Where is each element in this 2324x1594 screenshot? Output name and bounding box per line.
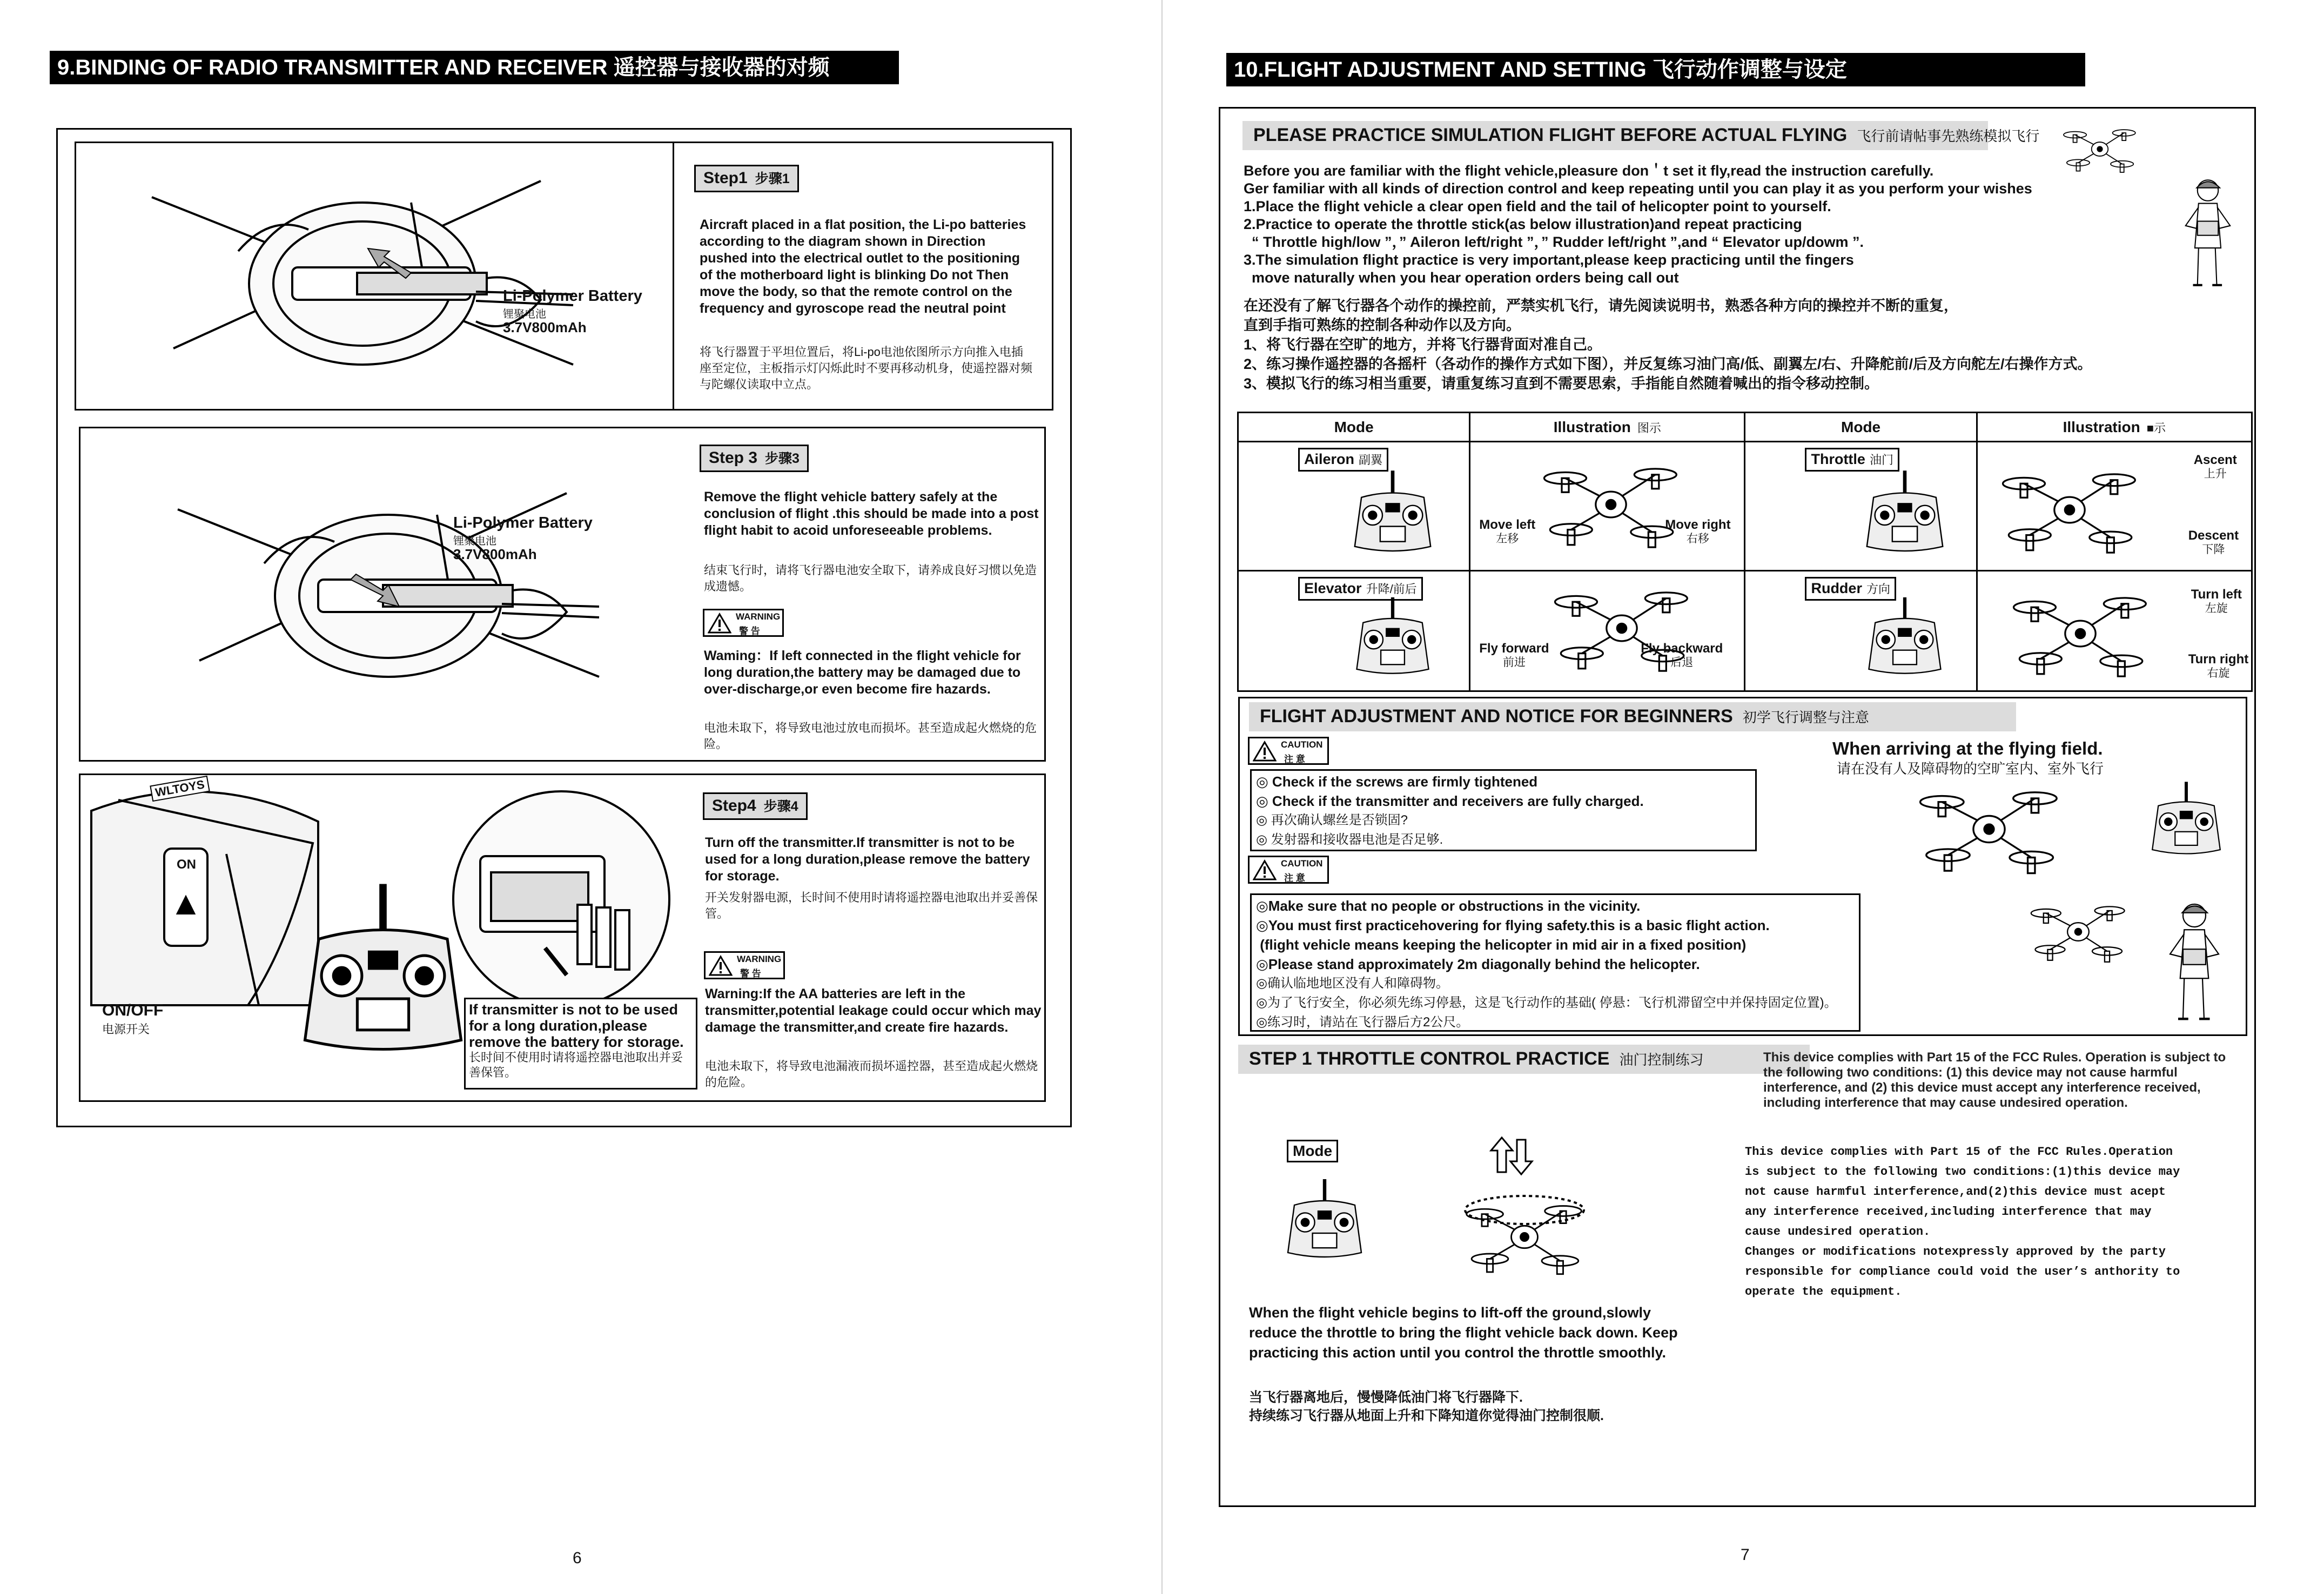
section-header-binding: 9.BINDING OF RADIO TRANSMITTER AND RECEIVER 遥控器与接收器的对频 xyxy=(50,51,899,84)
battery-compartment-closeup xyxy=(448,786,680,1013)
step1-label: Step1 步骤1 xyxy=(694,165,799,192)
onoff-label: ON/OFF xyxy=(102,1001,164,1019)
caution-item: ◎确认临地地区没有人和障碍物。 xyxy=(1256,976,1449,991)
step1-panel xyxy=(75,142,1053,411)
step4-text: Turn off the transmitter.If transmitter is not to be used for a long duration,please remove the battery for storage. xyxy=(705,835,1030,884)
caution-badge-2: CAUTION 注 意 xyxy=(1248,856,1329,884)
brand-label: WLTOYS xyxy=(150,776,210,802)
page-number-right: 7 xyxy=(1741,1546,1750,1564)
practice-instructions xyxy=(1244,162,2032,287)
caution-item: ◎练习时，请站在飞行器后方2公尺。 xyxy=(1256,1015,1469,1030)
fcc-notice-1: This device complies with Part 15 of the FCC Rules. Operation is subject to the following two conditions: (1) this device may not cause harmful interference, and (2) this device must accept any interference received, including interference that may cause undesired operation. xyxy=(1763,1050,2226,1110)
transmitter-icon xyxy=(1859,466,1951,569)
beginners-title-bar: FLIGHT ADJUSTMENT AND NOTICE FOR BEGINNERS 初学飞行调整与注意 xyxy=(1249,702,2016,731)
caution-item: (flight vehicle means keeping the helicopter in mid air in a fixed position) xyxy=(1256,937,1747,953)
practice-quadcopter-illustration xyxy=(2059,122,2140,176)
practice-line-cn: 3、模拟飞行的练习相当重要，请重复练习直到不需要思索，手指能自然随着喊出的指令移动控制。 xyxy=(1244,375,1879,392)
caution-list-2 xyxy=(1250,893,1860,1032)
practice-line: Ger familiar with all kinds of direction control and keep repeating until you can play it as you perform your wishes xyxy=(1244,180,2032,197)
battery-insert-illustration xyxy=(130,159,595,392)
battery-remove-illustration xyxy=(156,472,621,704)
transmitter-icon xyxy=(1347,593,1439,690)
aileron-mode-cell xyxy=(1239,442,1469,570)
battery-label-cn-step3: 锂聚电池 xyxy=(453,535,496,547)
step4-warning-text-cn: 电池未取下，将导致电池漏液而损坏遥控器，甚至造成起火燃烧的危险。 xyxy=(705,1059,1038,1089)
battery-label-step3: Li-Polymer Battery xyxy=(453,514,593,532)
practice-instructions-cn xyxy=(1244,296,2092,393)
practice-line-cn: 2、练习操作遥控器的各摇杆（各动作的操作方式如下图），并反复练习油门高/低、副翼左/右、升降舵前/后及方向舵左/右操作方式。 xyxy=(1244,356,2092,372)
quadcopter-illustration xyxy=(1541,453,1681,556)
throttle-mode-cell xyxy=(1745,442,1976,570)
step3-text-cn: 结束飞行时，请将飞行器电池安全取下，请养成良好习惯以免造成遗憾。 xyxy=(704,563,1037,593)
throttle-quadcopter-illustration xyxy=(1454,1172,1595,1280)
step3-warning-text-cn: 电池未取下，将导致电池过放电而损坏。甚至造成起火燃烧的危险。 xyxy=(704,721,1037,751)
quadcopter-illustration xyxy=(2010,582,2151,685)
arrival-quadcopter-illustration xyxy=(1913,778,2065,880)
rudder-tag: Rudder 方向 xyxy=(1805,577,1896,601)
section-header-flight: 10.FLIGHT ADJUSTMENT AND SETTING 飞行动作调整与设定 xyxy=(1226,53,2085,86)
aileron-illustration-cell xyxy=(1470,442,1744,570)
step1-throttle-text-cn: 当飞行器离地后，慢慢降低油门将飞行器降下. xyxy=(1249,1390,1523,1405)
caution-icon xyxy=(1253,859,1277,881)
table-header-mode: Mode xyxy=(1238,413,1470,442)
transmitter-switch-closeup xyxy=(86,778,324,1011)
step4-label: Step4 步骤4 xyxy=(703,792,808,820)
step1-text: Aircraft placed in a flat position, the Li-po batteries according to the diagram shown in Direction pushed into the electrical outlet to the positioning of the motherboard light is blinking Do not Then move the body, so that the remote control on the frequency and gyroscope read the neutral point xyxy=(700,217,1026,316)
arrival-heading: When arriving at the flying field. xyxy=(1832,738,2103,758)
practice-line: 3.The simulation flight practice is very important,please keep practicing until the fingers xyxy=(1244,252,1854,268)
practice-line: 1.Place the flight vehicle a clear open field and the tail of helicopter point to yourself. xyxy=(1244,198,1831,214)
fly-backward-label: Fly backward 后退 xyxy=(1641,641,1723,669)
elevator-mode-cell xyxy=(1239,571,1469,690)
practice-line-cn: 直到手指可熟练的控制各种动作以及方向。 xyxy=(1244,317,1521,333)
onoff-label-cn: 电源开关 xyxy=(102,1023,150,1036)
caution-icon xyxy=(1253,741,1277,762)
step3-warning-text: Waming：If left connected in the flight vehicle for long duration,the battery may be damaged due to over-discharge,or even become fire hazards. xyxy=(704,648,1021,697)
aileron-tag: Aileron 副翼 xyxy=(1298,448,1388,472)
practice-line-cn: 在还没有了解飞行器各个动作的操控前，严禁实机飞行，请先阅读说明书，熟悉各种方向的操控并不断的重复， xyxy=(1244,298,1958,314)
table-header-illustration: Illustration 图示 xyxy=(1470,413,1745,442)
practice-line: Before you are familiar with the flight vehicle,pleasure don＇t set it fly,read the instruction carefully. xyxy=(1244,163,1934,179)
hover-quadcopter-illustration xyxy=(2027,897,2130,967)
step1-throttle-text: When the flight vehicle begins to lift-off the ground,slowly reduce the throttle to bring the flight vehicle back down. Keep practicing this action until you control the throttle smoothly. xyxy=(1249,1304,1678,1361)
caution-item: ◎Make sure that no people or obstructions in the vicinity. xyxy=(1256,898,1641,914)
warning-icon xyxy=(709,955,733,977)
arrival-transmitter-illustration xyxy=(2146,778,2227,870)
step4-panel xyxy=(79,774,1046,1102)
storage-note-box xyxy=(464,998,697,1089)
step1-text-cn: 将飞行器置于平坦位置后，将Li-po电池依图所示方向推入电插座至定位，主板指示灯闪烁此时不要再移动机身，使遥控器对频与陀螺仪读取中立点。 xyxy=(700,345,1033,391)
page-number-left: 6 xyxy=(573,1549,582,1567)
storage-note-cn: 长时间不使用时请将遥控器电池取出并妥善保管。 xyxy=(469,1051,683,1079)
fcc-notice-2: This device complies with Part 15 of the FCC Rules.Operation is subject to the following two conditions:(1)this device may not cause harmful interference,and(2)this device must acept any interference received,including interference that may cause undesired operation. Changes or modifications notexpressly approved by the party responsible for compliance could void the user’s anthority to operate the equipment. xyxy=(1745,1145,2180,1299)
caution-item: ◎ Check if the screws are firmly tightened xyxy=(1256,774,1538,790)
battery-spec-step3: 3.7V800mAh xyxy=(453,546,537,562)
throttle-transmitter-illustration xyxy=(1281,1168,1368,1281)
table-header-illustration: Illustration ■示 xyxy=(1977,413,2252,442)
move-right-label: Move right 右移 xyxy=(1665,517,1731,545)
transmitter-icon xyxy=(1347,466,1439,569)
pilot-illustration xyxy=(2178,167,2238,302)
turn-left-label: Turn left 左旋 xyxy=(2191,587,2242,615)
fly-forward-label: Fly forward 前进 xyxy=(1479,641,1549,669)
throttle-tag: Throttle 油门 xyxy=(1805,448,1899,472)
caution-item: ◎ 发射器和接收器电池是否足够. xyxy=(1256,832,1443,847)
rudder-mode-cell xyxy=(1745,571,1976,690)
rudder-illustration-cell xyxy=(1978,571,2251,690)
caution-badge: CAUTION 注 意 xyxy=(1248,737,1329,765)
quadcopter-illustration xyxy=(1999,459,2140,561)
on-label: ON xyxy=(177,857,196,872)
caution-item: ◎You must first practicehovering for flying safety.this is a basic flight action. xyxy=(1256,917,1770,933)
descent-label: Descent 下降 xyxy=(2188,528,2239,556)
step3-warning-badge: WARNING 警 告 xyxy=(703,609,784,637)
battery-label-cn: 锂聚电池 xyxy=(503,308,546,320)
battery-label: Li-Polymer Battery xyxy=(503,287,642,305)
caution-item: ◎Please stand approximately 2m diagonally behind the helicopter. xyxy=(1256,956,1700,972)
left-page xyxy=(0,0,1161,1594)
elevator-illustration-cell xyxy=(1470,571,1744,690)
caution-item: ◎为了飞行安全，你必须先练习停悬，这是飞行动作的基础( 停悬：飞行机滞留空中并保持固定位置)。 xyxy=(1256,996,1837,1010)
practice-line: 2.Practice to operate the throttle stick(as below illustration)and repeat practicing xyxy=(1244,216,1802,232)
move-left-label: Move left 左移 xyxy=(1479,517,1536,545)
practice-line: move naturally when you hear operation orders being call out xyxy=(1244,270,1679,286)
elevator-tag: Elevator 升降/前后 xyxy=(1298,577,1423,601)
step1-throttle-text-cn: 持续练习飞行器从地面上升和下降知道你觉得油门控制很顺. xyxy=(1249,1408,1604,1423)
step3-label: Step 3 步骤3 xyxy=(700,445,809,472)
step4-text-cn: 开关发射器电源，长时间不使用时请将遥控器电池取出并妥善保管。 xyxy=(705,891,1038,920)
turn-right-label: Turn right 右旋 xyxy=(2188,652,2249,680)
ascent-label: Ascent 上升 xyxy=(2193,453,2237,480)
step4-warning-text: Warning:If the AA batteries are left in the transmitter,potential leakage could occur which may damage the transmitter,and create fire hazards. xyxy=(705,986,1042,1035)
throttle-illustration-cell xyxy=(1978,442,2251,570)
battery-spec: 3.7V800mAh xyxy=(503,319,587,335)
transmitter-illustration xyxy=(291,818,475,1099)
practice-line-cn: 1、将飞行器在空旷的地方，并将飞行器背面对准自己。 xyxy=(1244,337,1602,353)
arrival-heading-cn: 请在没有人及障碍物的空旷室内、室外飞行 xyxy=(1837,761,2104,777)
step3-text: Remove the flight vehicle battery safely at the conclusion of flight .this should be made into a post flight habit to acoid unforeseeable problems. xyxy=(704,489,1039,538)
practice-title-bar: PLEASE PRACTICE SIMULATION FLIGHT BEFORE ACTUAL FLYING 飞行前请帖事先熟练模拟飞行 xyxy=(1242,121,1988,150)
step4-warning-badge: WARNING 警 告 xyxy=(704,951,785,979)
step1-mode-tag: Mode xyxy=(1287,1140,1338,1162)
caution-item: ◎ Check if the transmitter and receivers are fully charged. xyxy=(1256,793,1644,809)
practice-line: “ Throttle high/low ”，” Aileron left/right ”，” Rudder left/right ”,and “ Elevator up/dowm ”. xyxy=(1244,234,1864,250)
up-down-arrows-icon xyxy=(1487,1134,1535,1178)
caution-item: ◎ 再次确认螺丝是否锁固? xyxy=(1256,813,1408,828)
table-header-mode: Mode xyxy=(1745,413,1977,442)
storage-note: If transmitter is not to be used for a long duration,please remove the battery for storage. xyxy=(469,1001,684,1050)
pilot-illustration xyxy=(2162,897,2227,1032)
step1-throttle-title-bar: STEP 1 THROTTLE CONTROL PRACTICE 油门控制练习 xyxy=(1238,1045,1810,1074)
caution-list-1 xyxy=(1250,769,1757,851)
right-page xyxy=(1163,0,2324,1594)
control-mode-table xyxy=(1237,412,2253,692)
transmitter-icon xyxy=(1859,593,1951,690)
warning-icon xyxy=(708,613,731,634)
step3-panel xyxy=(79,427,1046,762)
